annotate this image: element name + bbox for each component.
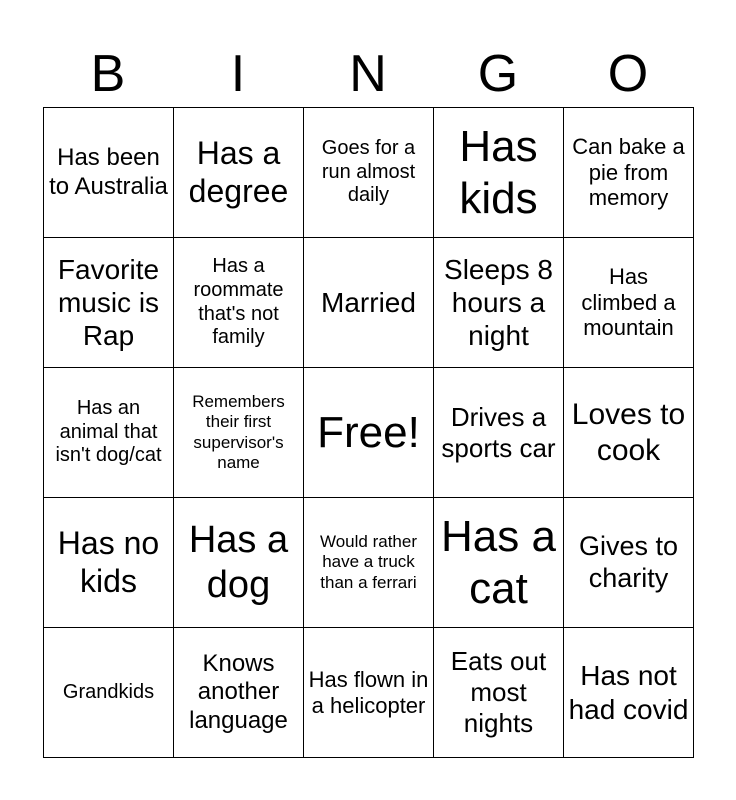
bingo-cell-text: Has not had covid bbox=[568, 660, 689, 725]
bingo-cell-text: Loves to cook bbox=[571, 398, 686, 467]
bingo-cell[interactable] bbox=[563, 107, 694, 238]
bingo-cell[interactable] bbox=[433, 367, 564, 498]
header-letter-i: I bbox=[230, 45, 246, 103]
bingo-cell[interactable] bbox=[563, 497, 694, 628]
bingo-cell[interactable] bbox=[433, 237, 564, 368]
bingo-cell-text: Sleeps 8 hours a night bbox=[444, 253, 553, 352]
bingo-cell[interactable] bbox=[563, 367, 694, 498]
bingo-cell[interactable] bbox=[303, 107, 434, 238]
bingo-cell-text: Has an animal that isn't dog/cat bbox=[55, 397, 162, 467]
bingo-cell-text: Has kids bbox=[459, 121, 538, 223]
header-letter-b: B bbox=[90, 45, 126, 103]
bingo-cell-text: Married bbox=[321, 286, 416, 318]
bingo-cell-text: Has a dog bbox=[188, 518, 289, 606]
bingo-cell[interactable] bbox=[433, 107, 564, 238]
bingo-cell-text: Would rather have a truck than a ferrari bbox=[319, 532, 417, 592]
bingo-cell[interactable] bbox=[303, 237, 434, 368]
bingo-cell-text: Favorite music is Rap bbox=[57, 253, 160, 352]
header-letter-n: N bbox=[349, 45, 387, 103]
bingo-cell-text: Remembers their first supervisor's name bbox=[192, 392, 285, 472]
bingo-cell[interactable] bbox=[173, 627, 304, 758]
bingo-cell[interactable] bbox=[303, 627, 434, 758]
header-letter-o: O bbox=[607, 45, 649, 103]
bingo-cell[interactable] bbox=[563, 237, 694, 368]
bingo-cell[interactable] bbox=[303, 497, 434, 628]
bingo-cell-text: Can bake a pie from memory bbox=[572, 133, 685, 211]
bingo-cell-text: Gives to charity bbox=[578, 530, 679, 593]
bingo-cell-text: Grandkids bbox=[62, 680, 155, 703]
bingo-cell-text: Free! bbox=[317, 407, 420, 457]
bingo-cell[interactable] bbox=[173, 237, 304, 368]
bingo-cell-text: Has been to Australia bbox=[49, 144, 168, 200]
bingo-cell[interactable] bbox=[43, 237, 174, 368]
bingo-cell[interactable] bbox=[433, 627, 564, 758]
bingo-cell[interactable] bbox=[563, 627, 694, 758]
bingo-board bbox=[43, 107, 693, 757]
bingo-header bbox=[43, 40, 693, 108]
bingo-cell-text: Eats out most nights bbox=[450, 646, 547, 738]
bingo-cell[interactable] bbox=[43, 107, 174, 238]
bingo-cell-text: Has a degree bbox=[188, 134, 289, 209]
bingo-cell[interactable] bbox=[433, 497, 564, 628]
bingo-cell-text: Has a cat bbox=[441, 511, 556, 613]
bingo-cell[interactable] bbox=[173, 497, 304, 628]
bingo-cell-text: Drives a sports car bbox=[441, 401, 556, 463]
bingo-cell[interactable] bbox=[43, 497, 174, 628]
bingo-cell-text: Has no kids bbox=[57, 524, 160, 599]
bingo-cell[interactable] bbox=[173, 367, 304, 498]
bingo-cell[interactable] bbox=[43, 367, 174, 498]
header-letter-g: G bbox=[477, 45, 519, 103]
bingo-cell-text: Has flown in a helicopter bbox=[308, 666, 429, 718]
bingo-cell[interactable] bbox=[43, 627, 174, 758]
bingo-cell[interactable] bbox=[303, 367, 434, 498]
bingo-cell-text: Goes for a run almost daily bbox=[321, 137, 416, 207]
bingo-cell-text: Has climbed a mountain bbox=[581, 263, 676, 341]
bingo-cell-text: Knows another language bbox=[189, 650, 288, 734]
bingo-cell[interactable] bbox=[173, 107, 304, 238]
bingo-cell-text: Has a roommate that's not family bbox=[193, 255, 284, 349]
